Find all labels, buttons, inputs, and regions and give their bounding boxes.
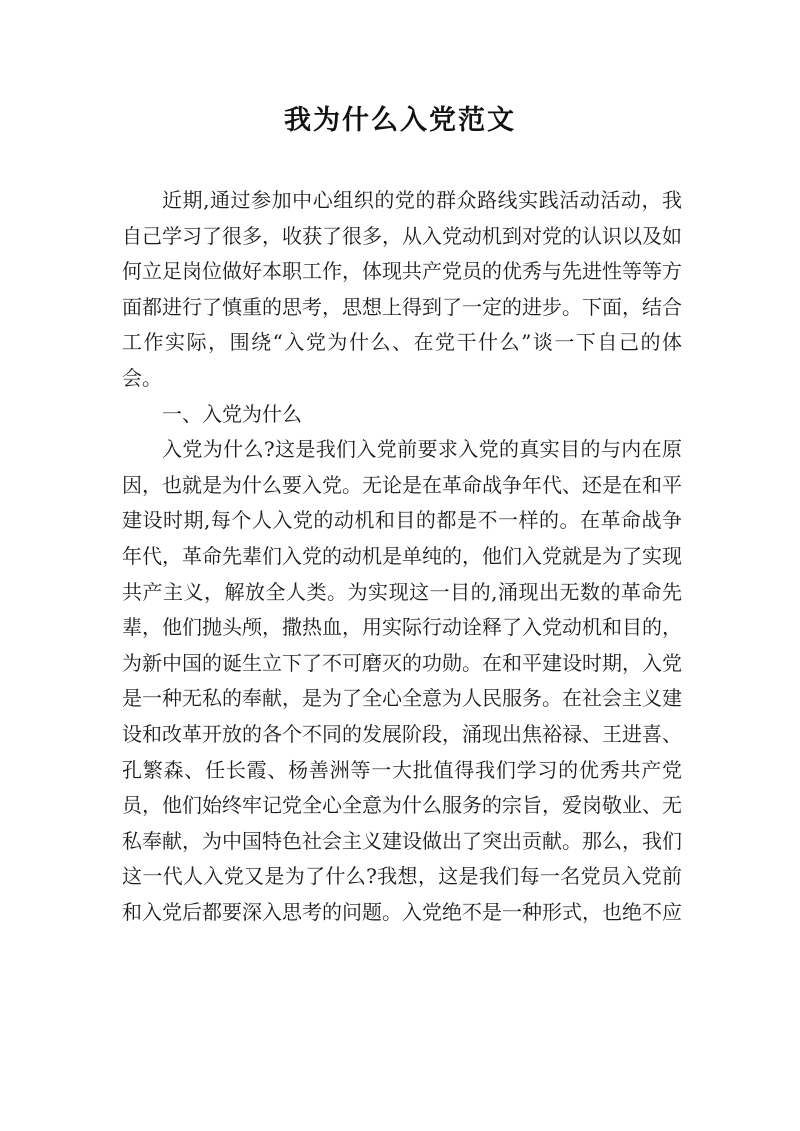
- paragraph-intro: 近期,通过参加中心组织的党的群众路线实践活动活动，我自己学习了很多，收获了很多，从入党动机到对党的认识以及如何立足岗位做好本职工作，体现共产党员的优秀与先进性等等方面都进行了慎重的思考，思想上得到了一定的进步。下面，结合工作实际，围绕“入党为什么、在党干什么”谈一下自己的体会。: [122, 188, 682, 390]
- section-heading-1: 一、入党为什么: [162, 401, 302, 426]
- document-title: 我为什么入党范文: [284, 105, 516, 136]
- document-body: [122, 183, 682, 930]
- paragraph-section-1: 入党为什么?这是我们入党前要求入党的真实目的与内在原因，也就是为什么要入党。无论是在革命战争年代、还是在和平建设时期,每个人入党的动机和目的都是不一样的。在革命战争年代，革命先辈们入党的动机是单纯的，他们入党就是为了实现共产主义，解放全人类。为实现这一目的,涌现出无数的革命先辈，他们抛头颅，撒热血，用实际行动诠释了入党动机和目的，为新中国的诞生立下了不可磨灭的功勋。在和平建设时期，入党是一种无私的奉献，是为了全心全意为人民服务。在社会主义建设和改革开放的各个不同的发展阶段，涌现出焦裕禄、王进喜、孔繁森、任长霞、杨善洲等一大批值得我们学习的优秀共产党员，他们始终牢记党全心全意为什么服务的宗旨，爱岗敬业、无私奉献，为中国特色社会主义建设做出了突出贡献。那么，我们这一代人入党又是为了什么?我想，这是我们每一名党员入党前和入党后都要深入思考的问题。入党绝不是一种形式，也绝不应: [122, 437, 682, 924]
